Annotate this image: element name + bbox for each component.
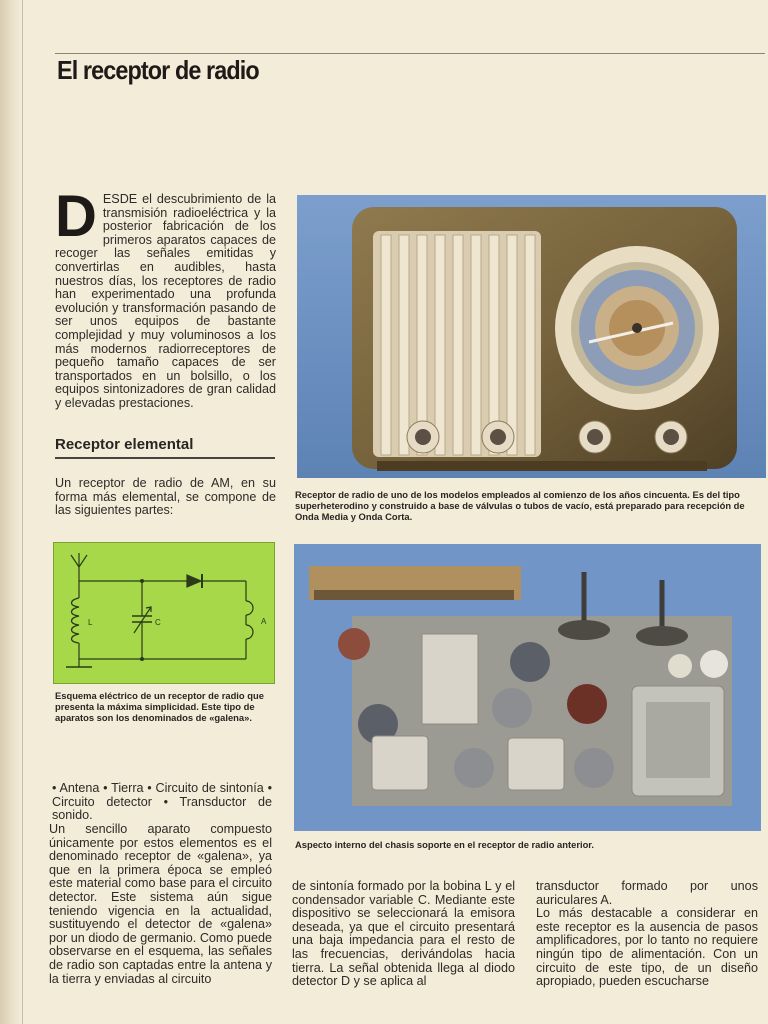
page-gutter bbox=[0, 0, 23, 1024]
radio-illustration bbox=[297, 195, 766, 478]
circuit-schematic bbox=[54, 543, 274, 683]
diode-symbol bbox=[187, 575, 201, 587]
antenna-arm-right bbox=[79, 555, 87, 567]
top-rule bbox=[55, 53, 765, 54]
intro-paragraph bbox=[55, 184, 276, 411]
resistor-cap bbox=[338, 628, 370, 660]
earphone-top bbox=[246, 601, 253, 615]
section-heading-rule bbox=[55, 457, 275, 459]
radio-photo bbox=[297, 195, 766, 478]
section-lead: Un receptor de radio de AM, en su forma más elemental, se compone de las siguientes partes: bbox=[55, 476, 276, 518]
antenna-arm-left bbox=[71, 555, 79, 567]
parts-list: • Antena • Tierra • Circuito de sintonía • Circuito detector • Transductor de sonido. bbox=[52, 781, 272, 823]
page-title: El receptor de radio bbox=[57, 55, 259, 85]
intro-text: ESDE el descubrimiento de la transmisión radioeléctrica y la posterior fabricación de los primeros aparatos capaces de recoger las señales emitidas y convertirlas en audibles, hasta nuestros días, los receptores de radio han experimentado una profunda evolución y transformación pasando de ser unos equipos de bastante complejidad y muy voluminosos a los más modernos radiorreceptores de pequeño tamaño capaces de ser transportados en un bolsillo, o los equipos sintonizadores de gran calidad y elevadas prestaciones. bbox=[55, 192, 276, 410]
chassis-illustration bbox=[294, 544, 761, 831]
drop-cap: D bbox=[55, 184, 97, 249]
column-2-text: de sintonía formado por la bobina L y el condensador variable C. Mediante este dispositivo se seleccionará la emisora deseada, ya que el circuito presentará una baja impedancia para el resto de las frecuencias, derivándolas hacia tierra. La señal obtenida llega al diodo detector D y se aplica al bbox=[292, 879, 515, 989]
chassis-caption: Aspecto interno del chasis soporte en el receptor de radio anterior. bbox=[295, 839, 595, 850]
earphone-bottom bbox=[246, 625, 253, 639]
column-3-text: transductor formado por unos auriculares A. Lo más destacable a considerar en este receptor es la ausencia de pasos amplificadores, por lo tanto no requiere ningún tipo de alimentación. Con un circuito de este tipo, de un diseño apropiado, pueden escucharse bbox=[536, 879, 758, 989]
label-c: C bbox=[155, 618, 161, 627]
circuit-diagram bbox=[53, 542, 275, 684]
diagram-caption: Esquema eléctrico de un receptor de radio que presenta la máxima simplicidad. Este tipo de aparatos son los denominados de «galena». bbox=[55, 690, 264, 723]
label-l: L bbox=[88, 618, 93, 627]
section-heading: Receptor elemental bbox=[55, 436, 194, 453]
chassis-photo bbox=[294, 544, 761, 831]
coil-symbol bbox=[72, 598, 80, 643]
column-1-text: Un sencillo aparato compuesto únicamente por estos elementos es el denominado receptor de «galena», ya que en la primera época se empleó este material como base para el circuito detector. Este sistema aún sigue teniendo vigencia en la actualidad, sustituyendo el detector de «galena» por un diodo de germanio. Como puede observarse en el esquema, las señales de radio son captadas entre la antena y la tierra y enviadas al circuito bbox=[49, 822, 272, 986]
label-a: A bbox=[261, 617, 267, 626]
radio-caption: Receptor de radio de uno de los modelos empleados al comienzo de los años cincuenta. Es del tipo superheterodino y construido a base de válvulas o tubos de vacío, está preparado para recepción de Onda Media y Onda Corta. bbox=[295, 489, 745, 522]
